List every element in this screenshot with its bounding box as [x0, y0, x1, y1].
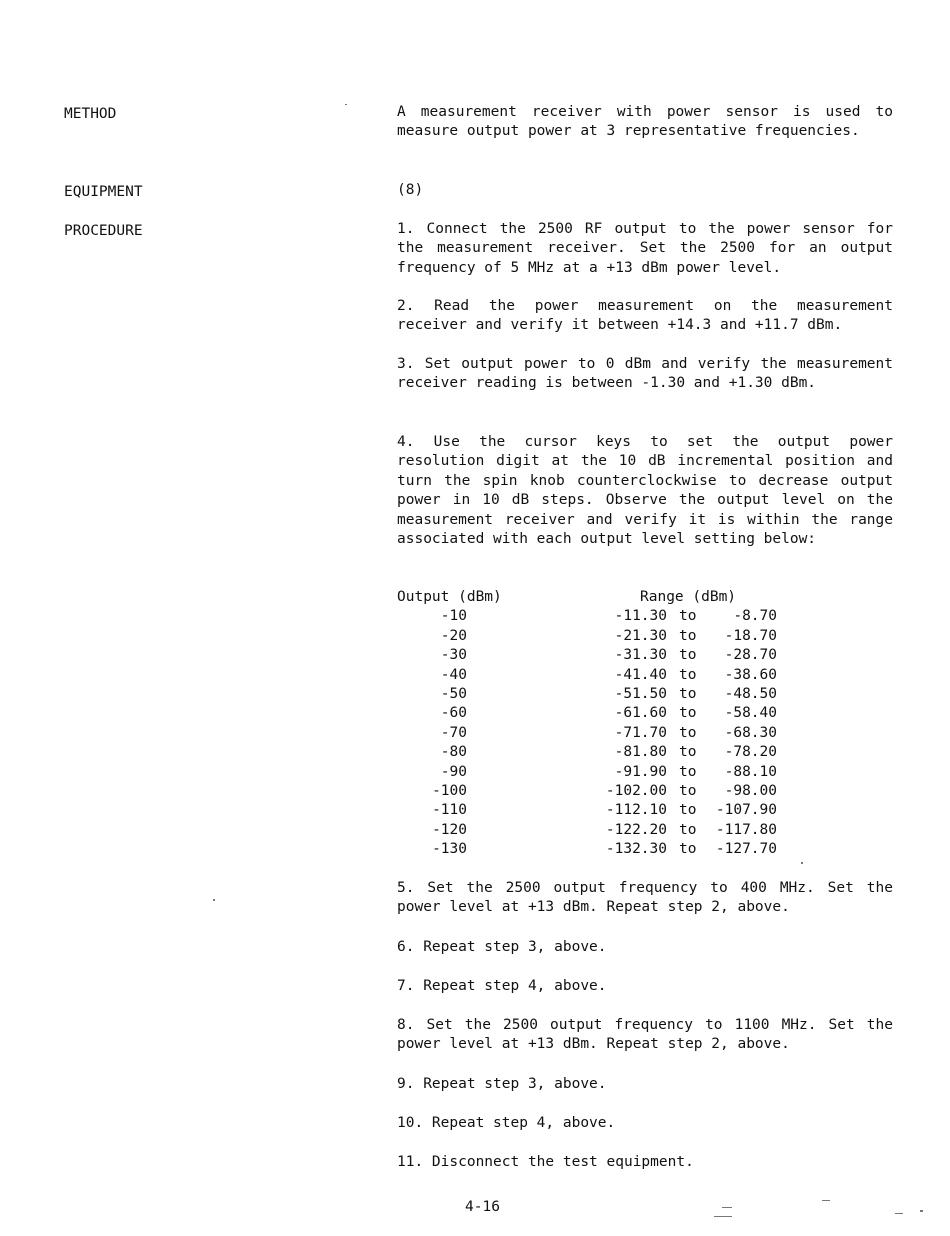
step-4: 4. Use the cursor keys to set the output power resolution digit at the 10 dB incremental position and turn the spin knob counterclockwise to decrease output power in 10 dB steps. Observe the output level on the measurement receiver and verify it is within the range associated with each output level setting below:: [397, 434, 893, 548]
output-level-cell: -80: [440, 744, 467, 761]
range-high-cell: -78.20: [724, 744, 777, 761]
range-table-row: [397, 666, 817, 685]
range-low-cell: -71.70: [614, 724, 667, 741]
range-to-word: to: [679, 763, 697, 780]
range-table-row: [397, 627, 817, 646]
range-to-word: to: [679, 685, 697, 702]
step-7: 7. Repeat step 4, above.: [397, 978, 607, 994]
range-table-row: [397, 724, 817, 743]
range-to-word: to: [679, 821, 697, 838]
equipment-text: (8): [397, 182, 424, 198]
scan-speck: [345, 104, 347, 105]
scan-speck: [213, 899, 215, 901]
range-high-cell: -38.60: [724, 666, 777, 683]
scan-speck: [801, 862, 803, 864]
range-high-cell: -117.80: [715, 821, 777, 838]
range-to-word: to: [679, 647, 697, 664]
method-text: A measurement receiver with power sensor is used to measure output power at 3 representative frequencies.: [397, 104, 893, 140]
step-1: 1. Connect the 2500 RF output to the power sensor for the measurement receiver. Set the 2500 for an output frequency of 5 MHz at a +13 dBm power level.: [397, 221, 893, 276]
range-to-word: to: [679, 608, 697, 625]
range-table-header: [397, 588, 817, 607]
range-table-row: [397, 763, 817, 782]
output-level-cell: -20: [440, 627, 467, 644]
scan-speck: [920, 1210, 923, 1212]
range-high-cell: -48.50: [724, 685, 777, 702]
procedure-label: PROCEDURE: [64, 223, 143, 239]
range-high-cell: -98.00: [724, 782, 777, 799]
step-10: 10. Repeat step 4, above.: [397, 1115, 616, 1131]
output-level-cell: -100: [432, 782, 467, 799]
range-high-cell: -8.70: [733, 608, 777, 625]
output-level-cell: -120: [432, 821, 467, 838]
range-table: [397, 588, 817, 859]
range-to-word: to: [679, 627, 697, 644]
range-table-body: [397, 607, 817, 859]
scan-speck: [722, 1207, 732, 1208]
range-table-row: [397, 821, 817, 840]
range-to-word: to: [679, 782, 697, 799]
range-table-row: [397, 704, 817, 723]
range-low-cell: -21.30: [614, 627, 667, 644]
range-low-cell: -51.50: [614, 685, 667, 702]
range-to-word: to: [679, 744, 697, 761]
col-output-header: Output (dBm): [397, 589, 502, 605]
col-range-header: Range (dBm): [640, 589, 737, 605]
range-low-cell: -31.30: [614, 647, 667, 664]
range-table-row: [397, 685, 817, 704]
output-level-cell: -110: [432, 802, 467, 819]
range-high-cell: -58.40: [724, 705, 777, 722]
output-level-cell: -130: [432, 841, 467, 858]
method-label: METHOD: [64, 106, 117, 122]
step-8: 8. Set the 2500 output frequency to 1100 MHz. Set the power level at +13 dBm. Repeat step 2, above.: [397, 1017, 893, 1053]
output-level-cell: -10: [440, 608, 467, 625]
range-table-row: [397, 607, 817, 626]
range-table-row: [397, 801, 817, 820]
step-3: 3. Set output power to 0 dBm and verify the measurement receiver reading is between -1.30 and +1.30 dBm.: [397, 356, 893, 392]
range-to-word: to: [679, 705, 697, 722]
range-table-row: [397, 840, 817, 859]
step-6: 6. Repeat step 3, above.: [397, 939, 607, 955]
step-2: 2. Read the power measurement on the measurement receiver and verify it between +14.3 and +11.7 dBm.: [397, 298, 893, 334]
output-level-cell: -90: [440, 763, 467, 780]
range-low-cell: -91.90: [614, 763, 667, 780]
range-to-word: to: [679, 802, 697, 819]
range-low-cell: -132.30: [605, 841, 667, 858]
range-table-row: [397, 743, 817, 762]
range-high-cell: -88.10: [724, 763, 777, 780]
range-high-cell: -68.30: [724, 724, 777, 741]
output-level-cell: -40: [440, 666, 467, 683]
output-level-cell: -50: [440, 685, 467, 702]
range-to-word: to: [679, 841, 697, 858]
range-low-cell: -61.60: [614, 705, 667, 722]
step-5: 5. Set the 2500 output frequency to 400 MHz. Set the power level at +13 dBm. Repeat step 2, above.: [397, 880, 893, 916]
range-high-cell: -28.70: [724, 647, 777, 664]
range-low-cell: -122.20: [605, 821, 667, 838]
equipment-label: EQUIPMENT: [64, 184, 143, 200]
range-low-cell: -41.40: [614, 666, 667, 683]
output-level-cell: -60: [440, 705, 467, 722]
range-table-row: [397, 782, 817, 801]
range-high-cell: -127.70: [715, 841, 777, 858]
step-11: 11. Disconnect the test equipment.: [397, 1154, 694, 1170]
output-level-cell: -30: [440, 647, 467, 664]
range-low-cell: -81.80: [614, 744, 667, 761]
range-low-cell: -112.10: [605, 802, 667, 819]
scan-speck: [895, 1213, 903, 1214]
range-to-word: to: [679, 666, 697, 683]
step-9: 9. Repeat step 3, above.: [397, 1076, 607, 1092]
scan-speck: [822, 1200, 830, 1201]
range-low-cell: -11.30: [614, 608, 667, 625]
range-table-row: [397, 646, 817, 665]
scan-speck: [714, 1216, 732, 1217]
output-level-cell: -70: [440, 724, 467, 741]
range-low-cell: -102.00: [605, 782, 667, 799]
range-high-cell: -18.70: [724, 627, 777, 644]
range-high-cell: -107.90: [715, 802, 777, 819]
page-number: 4-16: [465, 1199, 500, 1215]
range-to-word: to: [679, 724, 697, 741]
